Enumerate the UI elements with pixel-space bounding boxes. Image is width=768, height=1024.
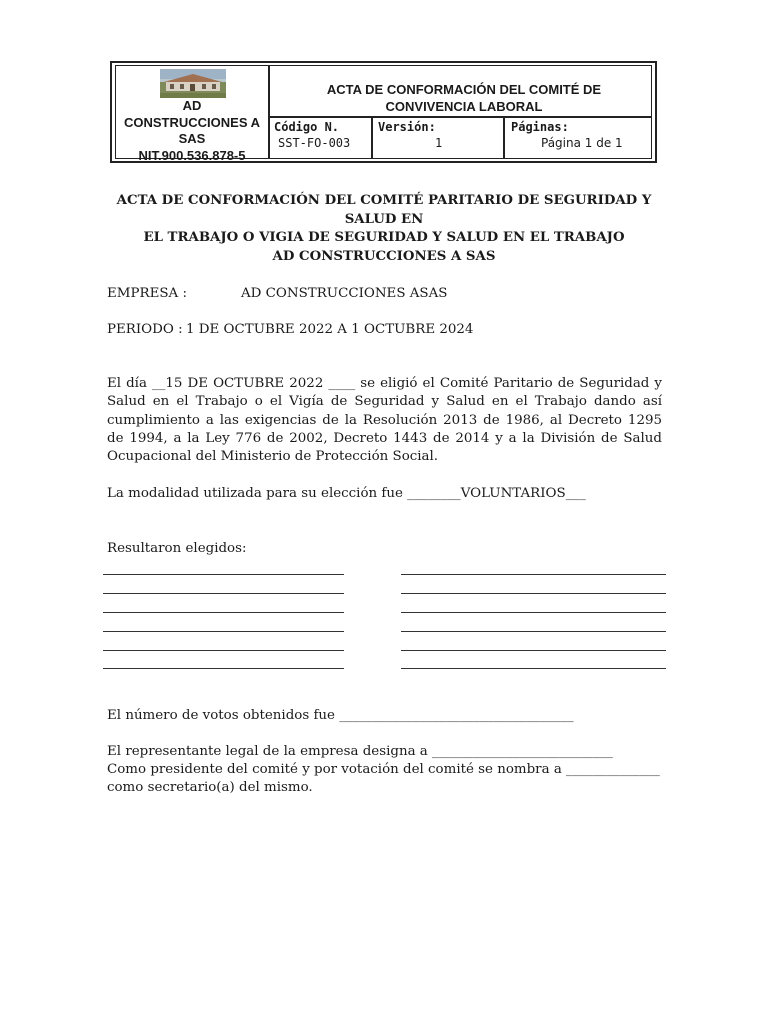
- company-logo: [160, 69, 226, 98]
- elected-member-line: [103, 612, 344, 613]
- heading-line: EL TRABAJO O VIGIA DE SEGURIDAD Y SALUD EN EL TRABAJO: [143, 230, 625, 245]
- modalidad-text: La modalidad utilizada para su elección fue ________VOLUNTARIOS___: [107, 486, 586, 501]
- elected-member-line: [401, 612, 666, 613]
- periodo-label: PERIODO :: [107, 322, 183, 337]
- header-divider: [269, 116, 651, 118]
- elected-member-line: [401, 650, 666, 651]
- form-title-line: ACTA DE CONFORMACIÓN DEL COMITÉ DE: [326, 82, 602, 97]
- pages-label: Páginas:: [511, 120, 569, 134]
- elected-label: Resultaron elegidos:: [107, 541, 247, 556]
- header-divider: [371, 117, 373, 158]
- elected-member-line: [103, 593, 344, 594]
- president-text: Como presidente del comité y por votación del comité se nombra a ______________: [107, 762, 660, 777]
- company-name-block: [116, 98, 268, 164]
- header-divider: [268, 66, 270, 158]
- secretary-text: como secretario(a) del mismo.: [107, 780, 313, 795]
- form-title: [271, 82, 657, 115]
- company-nit: NIT.900.536.878-5: [138, 147, 246, 163]
- company-name-line: AD: [182, 98, 202, 113]
- empresa-label: EMPRESA :: [107, 286, 187, 301]
- company-name-line: CONSTRUCCIONES A: [123, 114, 261, 130]
- legal-representative-text: El representante legal de la empresa designa a ___________________________: [107, 744, 613, 759]
- periodo-value: 1 DE OCTUBRE 2022 A 1 OCTUBRE 2024: [186, 322, 474, 337]
- form-title-line: CONVIVENCIA LABORAL: [385, 98, 543, 114]
- version-value: 1: [435, 136, 443, 150]
- votes-text: El número de votos obtenidos fue ___________________________________: [107, 708, 574, 723]
- elected-member-line: [401, 574, 666, 575]
- empresa-value: AD CONSTRUCCIONES ASAS: [241, 286, 448, 301]
- heading-line: ACTA DE CONFORMACIÓN DEL COMITÉ PARITARIO DE SEGURIDAD Y SALUD EN: [116, 193, 652, 227]
- code-value: SST-FO-003: [278, 136, 351, 150]
- elected-member-line: [401, 631, 666, 632]
- elected-member-line: [401, 668, 666, 669]
- code-label: Código N.: [274, 120, 340, 134]
- document-header: [110, 61, 657, 163]
- document-heading: [100, 192, 668, 266]
- elected-member-line: [103, 574, 344, 575]
- elected-member-line: [103, 668, 344, 669]
- header-inner-frame: [115, 65, 652, 163]
- pages-value: Página 1 de 1: [541, 136, 623, 150]
- elected-member-line: [103, 631, 344, 632]
- elected-member-line: [401, 593, 666, 594]
- company-name-line: SAS: [178, 131, 206, 146]
- election-paragraph: El día __15 DE OCTUBRE 2022 ____ se eligió el Comité Paritario de Seguridad y Salud en el Trabajo o el Vigía de Seguridad y Salud en el Trabajo dando así cumplimiento a las exigencias de la Resolución 2013 de 1986, al Decreto 1295 de 1994, a la Ley 776 de 2002, Decreto 1443 de 2014 y a la División de Salud Ocupacional del Ministerio de Protección Social.: [107, 376, 662, 465]
- elected-member-line: [103, 650, 344, 651]
- heading-line: AD CONSTRUCCIONES A SAS: [272, 248, 496, 264]
- header-divider: [503, 117, 505, 158]
- version-label: Versión:: [378, 120, 436, 134]
